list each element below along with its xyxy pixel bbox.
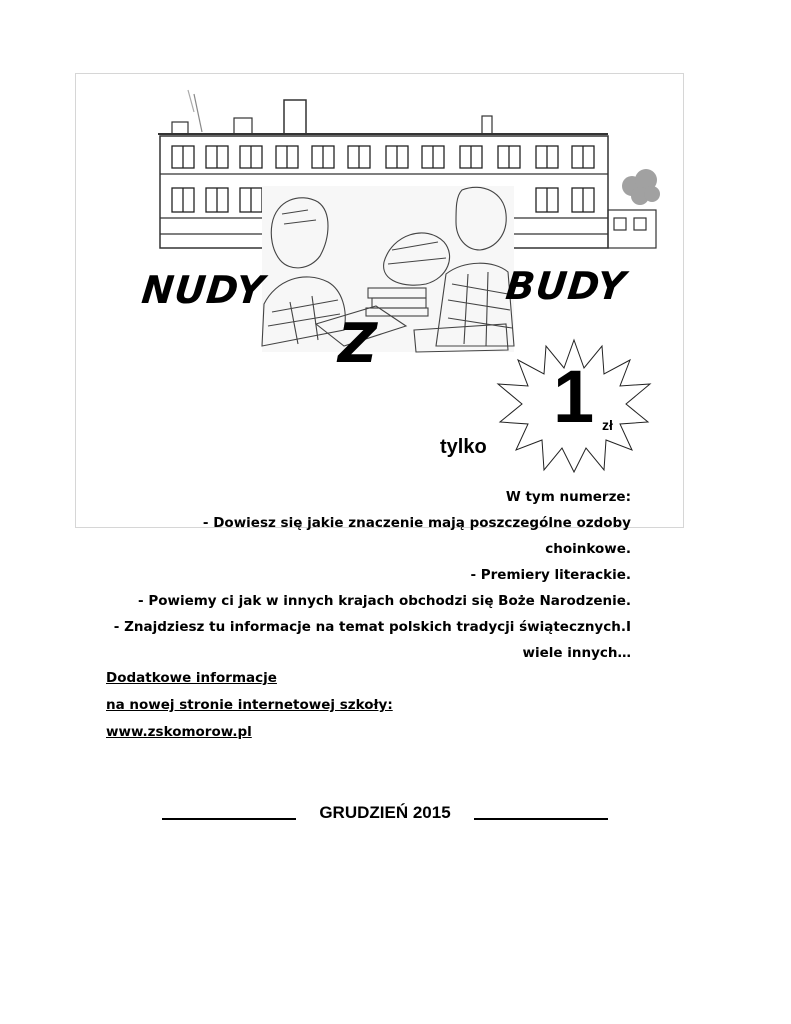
divider	[474, 818, 608, 820]
contents-item: wiele innych…	[522, 645, 631, 661]
contents-item: - Dowiesz się jakie znaczenie mają poszczególne ozdoby	[202, 515, 631, 531]
issue-contents	[111, 484, 631, 666]
info-line: Dodatkowe informacje	[106, 670, 277, 686]
title-word-right: BUDY	[503, 264, 629, 308]
issue-date-footer	[162, 797, 608, 823]
contents-item: - Znajdziesz tu informacje na temat polskich tradycji świątecznych.I	[113, 619, 631, 635]
info-line: na nowej stronie internetowej szkoły:	[106, 697, 393, 713]
title-word-left: NUDY	[139, 268, 268, 312]
contents-heading: W tym numerze:	[505, 489, 631, 505]
contents-item: - Premiery literackie.	[470, 567, 631, 583]
issue-date: GRUDZIEŃ 2015	[319, 803, 451, 822]
price-prefix: tylko	[440, 436, 487, 458]
price-unit: zł	[602, 417, 613, 433]
title-word-middle: Z	[338, 312, 378, 375]
price-value: 1	[553, 355, 595, 438]
contents-item: choinkowe.	[545, 541, 631, 557]
contents-item: - Powiemy ci jak w innych krajach obchodzi się Boże Narodzenie.	[138, 593, 631, 609]
divider	[162, 818, 296, 820]
school-website-link[interactable]: www.zskomorow.pl	[106, 724, 252, 740]
additional-info	[106, 665, 393, 746]
